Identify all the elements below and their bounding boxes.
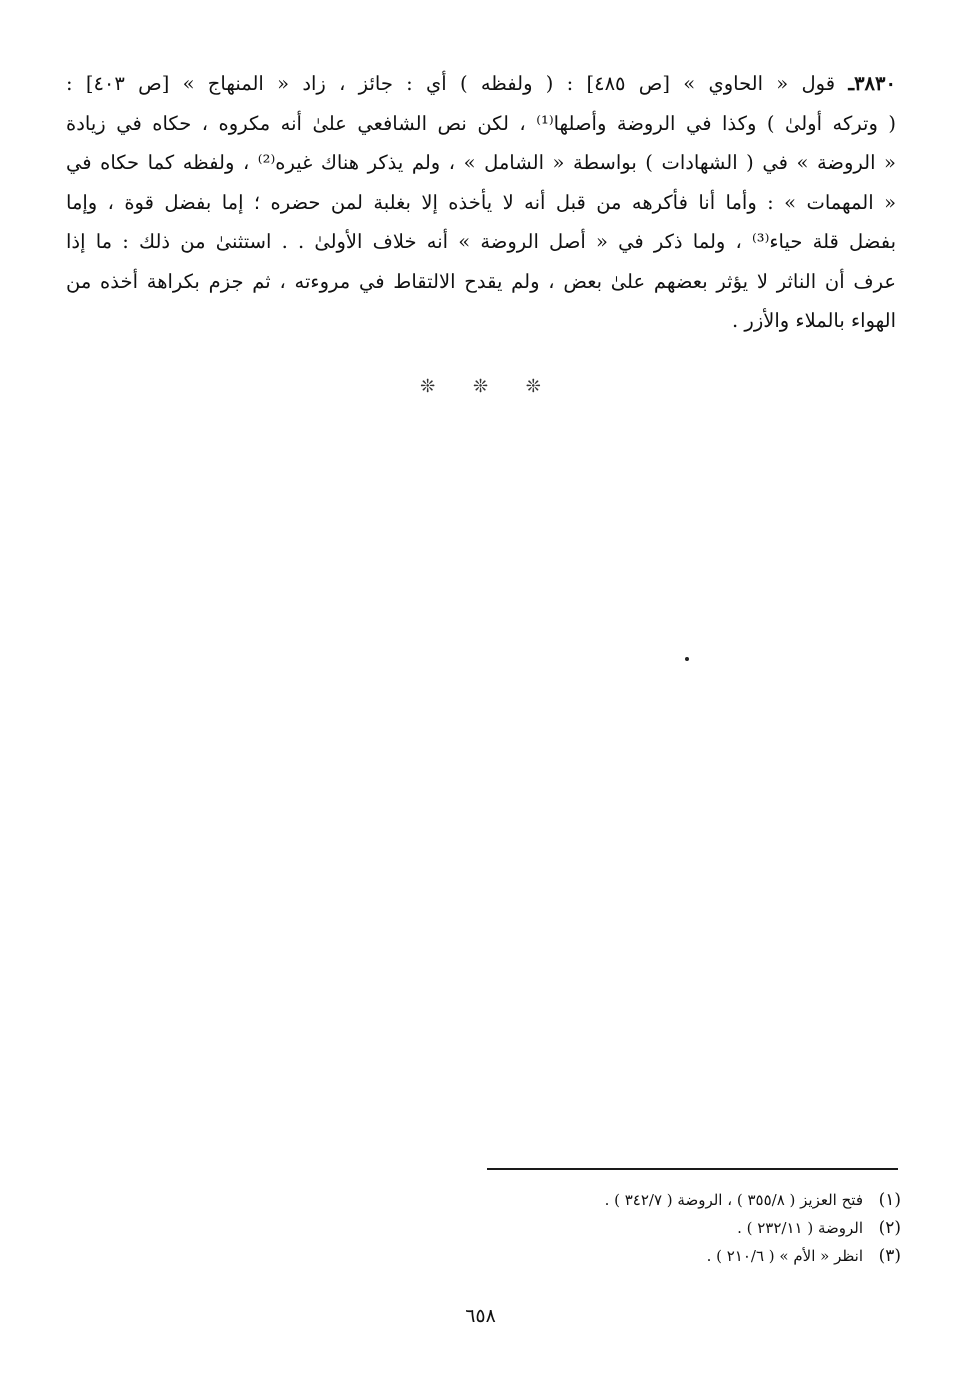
footnote-text: الروضة ( ٢٣٢/١١ ) . (737, 1219, 863, 1237)
footnote-divider (487, 1168, 898, 1170)
body-line-1-text: قول « الحاوي » [ص ٤٨٥] : ( ولفظه ) أي : جائز ، زاد « المنهاج » [ص ٤٠٣] : (66, 72, 849, 95)
body-line-6: عرف أن الناثر لا يؤثر بعضهم علىٰ بعض ، ولم يقدح الالتقاط في مروءته ، ثم جزم بكراهة أخذه من (66, 269, 896, 293)
separator-star-icon: ❊ (472, 376, 489, 397)
entry-number: ٣٨٣٠ـ (848, 72, 896, 95)
body-line-1 (66, 64, 896, 104)
entry-body (66, 64, 896, 341)
separator-star-icon: ❊ (420, 376, 436, 397)
stray-dot (685, 657, 689, 661)
footnote-3 (481, 1242, 901, 1270)
body-line-5: بفضل قلة حياء⁽³⁾ ، ولما ذكر في « أصل الروضة » أنه خلاف الأولىٰ . . استثنىٰ من ذلك : ما إذا (66, 230, 896, 253)
separator-star-icon: ❊ (525, 376, 541, 397)
footnote-text: انظر « الأم » ( ٢١٠/٦ ) . (706, 1247, 863, 1265)
footnote-text: فتح العزيز ( ٣٥٥/٨ ) ، الروضة ( ٣٤٢/٧ ) . (604, 1191, 863, 1209)
body-line-3: « الروضة » في ( الشهادات ) بواسطة « الشامل » ، ولم يذكر هناك غيره⁽²⁾ ، ولفظه كما حكاه في (66, 151, 896, 174)
body-line-2: ( وتركه أولىٰ ) وكذا في الروضة وأصلها⁽¹⁾ ، لكن نص الشافعي علىٰ أنه مكروه ، حكاه في زيادة (66, 111, 896, 135)
footnote-2 (481, 1214, 901, 1242)
section-separator (0, 376, 961, 397)
footnote-1 (481, 1186, 901, 1214)
page-number: ٦٥٨ (465, 1305, 496, 1327)
footnote-number: (٢) (878, 1218, 901, 1238)
footnote-number: (١) (878, 1190, 901, 1210)
footnotes (481, 1186, 901, 1270)
footnote-number: (٣) (878, 1246, 901, 1266)
body-line-4: « المهمات » : وأما أنا فأكرهه من قبل أنه لا يأخذه إلا بغلبة لمن حضره ؛ إما بفضل قوة ، وإما (66, 190, 896, 214)
body-line-7: الهواء بالملاء والأزر . (732, 309, 896, 332)
